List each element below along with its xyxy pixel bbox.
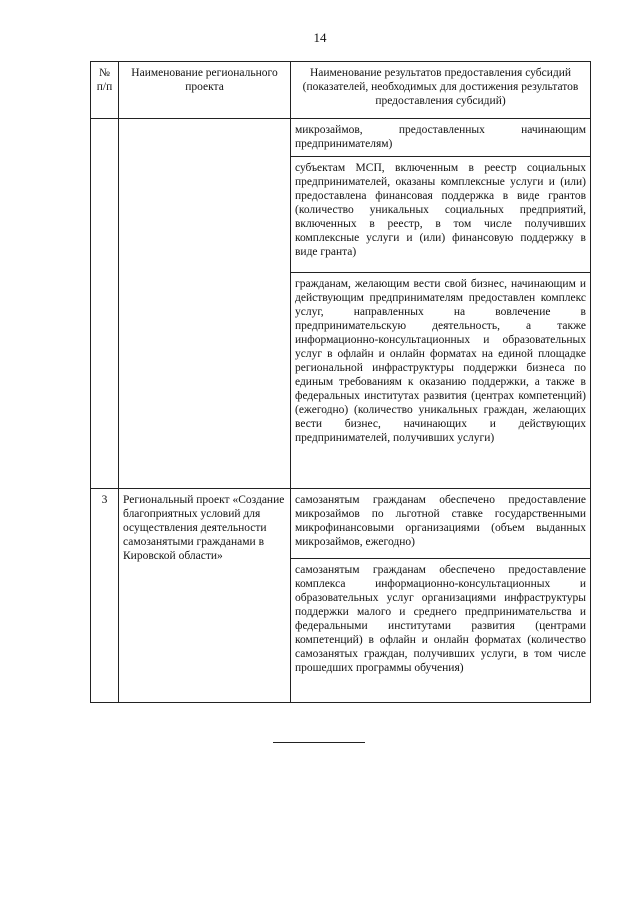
result-cell [291,489,591,559]
result-text: самозанятым гражданам обеспечено предоставление микрозаймов по льготной ставке государственными микрофинансовыми организациями (объем выданных микрозаймов, ежегодно) [295,494,586,548]
end-divider-line [273,742,365,743]
result-cell [291,119,591,157]
row-number: 3 [101,494,108,506]
cell-number-empty [91,119,119,489]
cell-number [91,489,119,703]
subsidy-results-table [90,61,591,703]
result-cell [291,559,591,703]
result-text: субъектам МСП, включенным в реестр социальных предпринимателей, оказаны комплексные услуги и (или) предоставлена финансовая поддержка в виде грантов (количество уникальных социальных предприятий, включенных в реестр, в том числе получивших комплексные услуги и (или) финансовую поддержку в виде гранта) [295,162,586,258]
result-text: гражданам, желающим вести свой бизнес, начинающим и действующим предпринимателям предоставлен комплекс услуг, направленных на вовлечение в предпринимательскую деятельность, а также информационно-консультационных и образовательных услуг в офлайн и онлайн форматах на единой площадке региональной инфраструктуры поддержки бизнеса по единым требованиям к оказанию поддержки, а также в федеральных институтах развития (центрах компетенций) (ежегодно) (количество уникальных граждан, желающих вести бизнес, начинающих и действующих предпринимателей, получивших услуги) [295,278,586,444]
cell-project-empty [119,119,291,489]
cell-project-name [119,489,291,703]
header-number [91,62,119,119]
result-cell [291,157,591,273]
project-name: Региональный проект «Создание благоприятных условий для осуществления деятельности самозанятыми гражданами в Кировской области» [123,494,285,562]
table-row [91,489,591,559]
header-project-name [119,62,291,119]
header-results [291,62,591,119]
header-number-label: № п/п [96,67,113,93]
result-text: самозанятым гражданам обеспечено предоставление комплекса информационно-консультационных и образовательных услуг организациями инфраструктуры поддержки малого и среднего предпринимательства и федеральными институтами развития (центрами компетенций) в офлайн и онлайн форматах (количество самозанятых граждан, получивших услуги, в том числе прошедших программы обучения) [295,564,586,674]
page-number: 14 [313,30,327,45]
header-project-label: Наименование регионального проекта [131,67,278,93]
header-results-label: Наименование результатов предоставления субсидий (показателей, необходимых для достижения результатов предоставления субсидий) [302,67,579,107]
table-header-row [91,62,591,119]
result-cell [291,273,591,489]
table-row [91,119,591,157]
result-text: микрозаймов, предоставленных начинающим предпринимателям) [295,124,586,150]
